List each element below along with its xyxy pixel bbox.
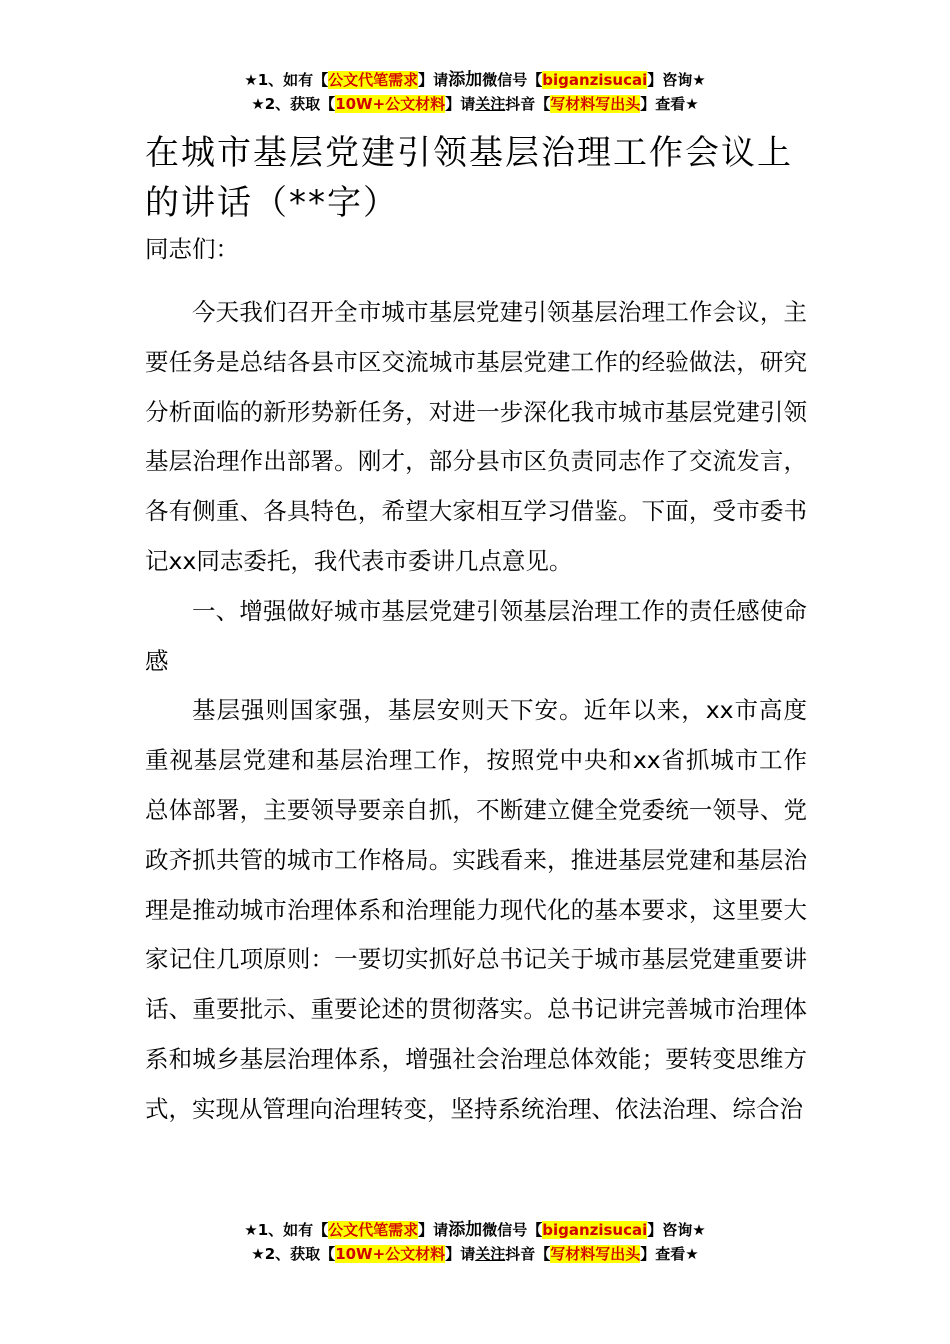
banner-line-2 [0, 92, 950, 116]
banner-highlight: 10W+公文材料 [335, 1245, 446, 1263]
banner-text: 】查看★ [640, 95, 699, 113]
paragraph: 今天我们召开全市城市基层党建引领基层治理工作会议，主要任务是总结各县市区交流城市基层党建工作的经验做法，研究分析面临的新形势新任务，对进一步深化我市城市基层党建引领基层治理作出部署。刚才，部分县市区负责同志作了交流发言，各有侧重、各具特色，希望大家相互学习借鉴。下面，受市委书记xx同志委托，我代表市委讲几点意见。 [145, 298, 807, 575]
banner-text: 微信号【 [482, 71, 543, 89]
banner-emphasis: 关注 [475, 1245, 506, 1263]
banner-text: 微信号【 [482, 1221, 543, 1239]
banner-text: ★2、获取【 [251, 95, 336, 113]
banner-line-2 [0, 1242, 950, 1266]
banner-highlight: 公文代笔需求 [328, 71, 419, 89]
document-title: 在城市基层党建引领基层治理工作会议上的讲话（**字） [145, 133, 793, 223]
banner-highlight: 10W+公文材料 [335, 95, 446, 113]
banner-text: ★2、获取【 [251, 1245, 336, 1263]
banner-emphasis: 关注 [475, 95, 506, 113]
banner-text: 】请 [418, 71, 449, 89]
banner-text: 】请 [445, 95, 476, 113]
banner-line-1 [0, 68, 950, 92]
top-banner [0, 68, 950, 116]
section-heading: 一、增强做好城市基层党建引领基层治理工作的责任感使命感 [145, 596, 807, 675]
banner-douyin-id: 写材料写出头 [550, 95, 641, 113]
document-body [145, 128, 807, 1135]
banner-text: 】请 [418, 1221, 449, 1239]
banner-wechat-id: biganzisucai [542, 71, 648, 89]
banner-text: 抖音【 [505, 1245, 551, 1263]
banner-wechat-id: biganzisucai [542, 1221, 648, 1239]
banner-text: 】咨询★ [647, 71, 706, 89]
banner-line-1 [0, 1218, 950, 1242]
banner-text: 】咨询★ [647, 1221, 706, 1239]
banner-emphasis: 添加 [448, 1220, 483, 1240]
banner-text: ★1、如有【 [244, 1221, 329, 1239]
banner-text: 抖音【 [505, 95, 551, 113]
banner-text: 】查看★ [640, 1245, 699, 1263]
banner-highlight: 公文代笔需求 [328, 1221, 419, 1239]
banner-text: ★1、如有【 [244, 71, 329, 89]
banner-text: 】请 [445, 1245, 476, 1263]
salutation: 同志们： [145, 235, 239, 263]
paragraph: 基层强则国家强，基层安则天下安。近年以来，xx市高度重视基层党建和基层治理工作，按照党中央和xx省抓城市工作总体部署，主要领导要亲自抓，不断建立健全党委统一领导、党政齐抓共管的城市工作格局。实践看来，推进基层党建和基层治理是推动城市治理体系和治理能力现代化的基本要求，这里要大家记住几项原则：一要切实抓好总书记关于城市基层党建重要讲话、重要批示、重要论述的贯彻落实。总书记讲完善城市治理体系和城乡基层治理体系，增强社会治理总体效能；要转变思维方式，实现从管理向治理转变，坚持系统治理、依法治理、综合治 [145, 696, 807, 1123]
bottom-banner [0, 1218, 950, 1266]
banner-emphasis: 添加 [448, 70, 483, 90]
banner-douyin-id: 写材料写出头 [550, 1245, 641, 1263]
